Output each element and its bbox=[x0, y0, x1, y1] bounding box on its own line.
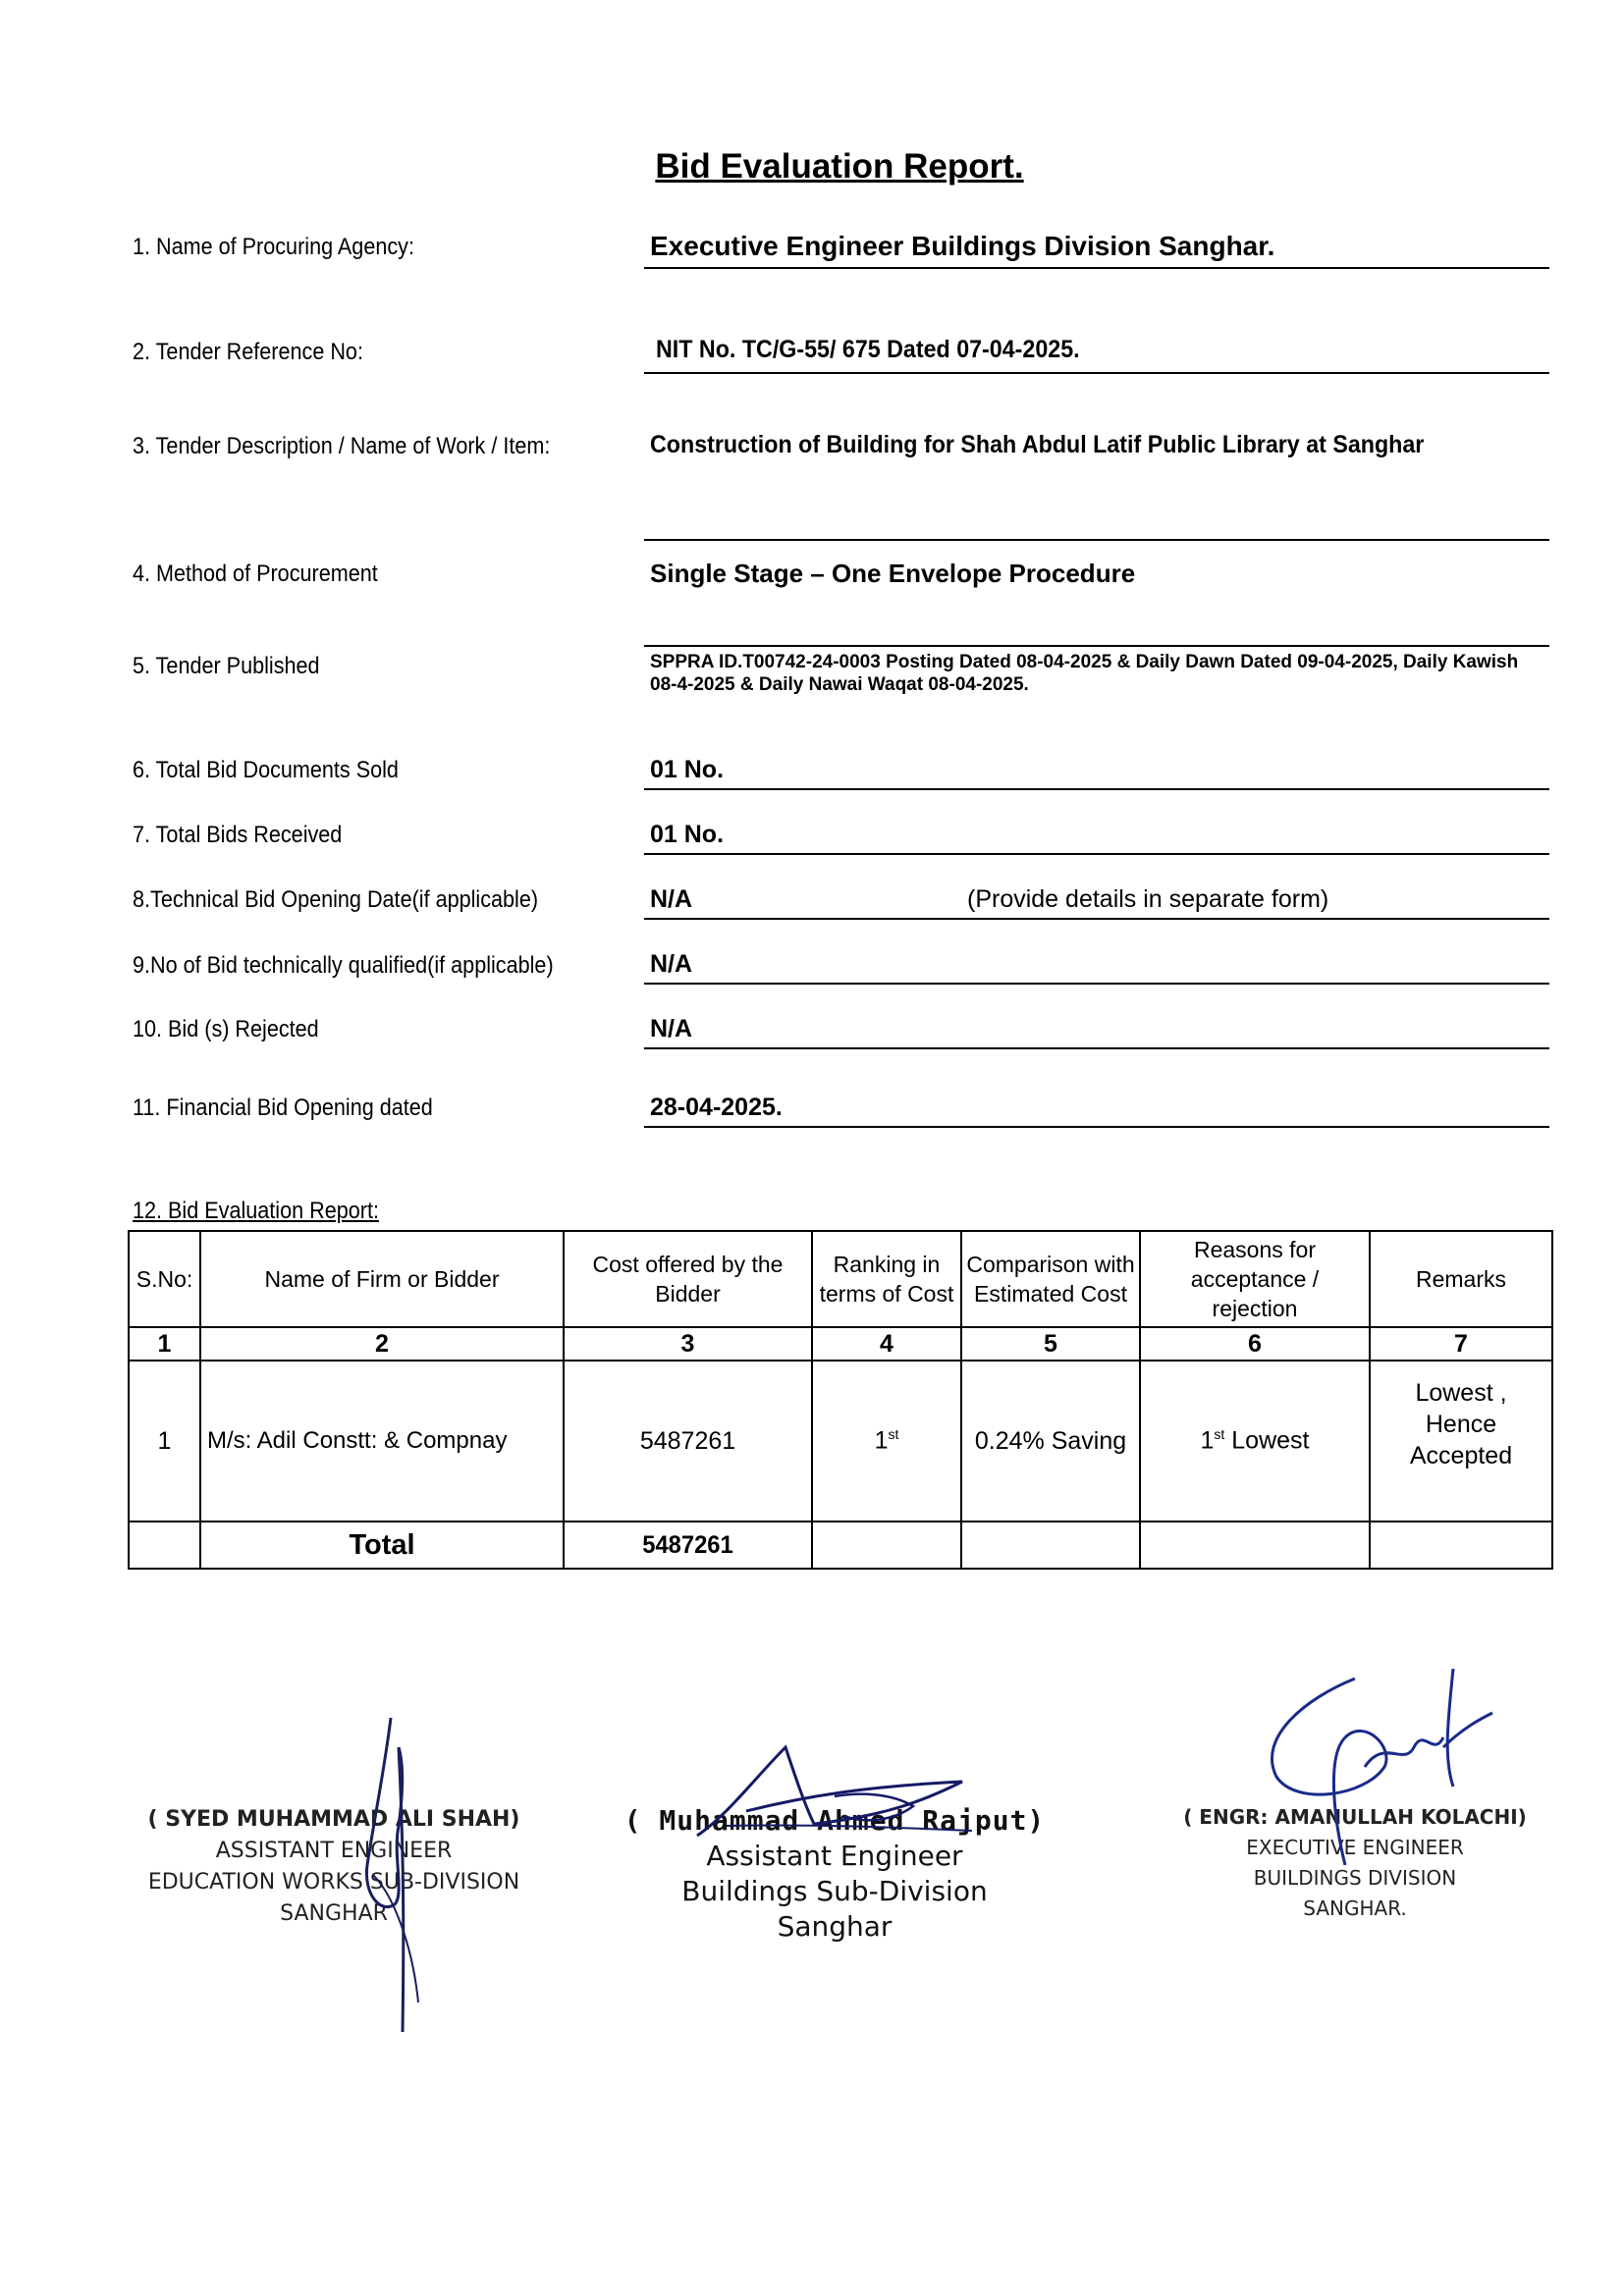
field-value-bids-received: 01 No. bbox=[650, 821, 725, 848]
bid-evaluation-table bbox=[128, 1230, 1553, 1570]
column-header-firm: Name of Firm or Bidder bbox=[200, 1231, 564, 1327]
signatory-title: Assistant Engineer bbox=[706, 1840, 963, 1872]
reason-text: Lowest bbox=[1224, 1426, 1310, 1455]
column-header-sno: S.No: bbox=[129, 1231, 200, 1327]
table-total-row bbox=[129, 1522, 1552, 1569]
column-number: 4 bbox=[812, 1327, 961, 1361]
cell-reason bbox=[1140, 1361, 1370, 1522]
signatory-executive-engineer bbox=[1173, 1802, 1537, 1924]
table-header-row bbox=[129, 1231, 1552, 1327]
table-column-number-row bbox=[129, 1327, 1552, 1361]
field-value-technically-qualified: N/A bbox=[650, 950, 693, 978]
cell-cost: 5487261 bbox=[564, 1361, 812, 1522]
field-value-bids-rejected: N/A bbox=[650, 1015, 693, 1042]
total-empty-cell bbox=[812, 1522, 961, 1569]
field-label-technical-opening-date: 8.Technical Bid Opening Date(if applicable) bbox=[133, 886, 539, 913]
column-header-comparison: Comparison with Estimated Cost bbox=[961, 1231, 1140, 1327]
column-number: 1 bbox=[129, 1327, 200, 1361]
field-label-tender-published: 5. Tender Published bbox=[133, 653, 320, 679]
field-value-procuring-agency: Executive Engineer Buildings Division Sanghar. bbox=[650, 231, 1275, 261]
cell-ranking bbox=[812, 1361, 961, 1522]
cell-comparison: 0.24% Saving bbox=[961, 1361, 1140, 1522]
field-label-bids-received: 7. Total Bids Received bbox=[133, 822, 343, 848]
signatory-location: SANGHAR bbox=[280, 1901, 388, 1926]
column-number: 7 bbox=[1370, 1327, 1552, 1361]
column-number: 2 bbox=[200, 1327, 564, 1361]
signatory-location: SANGHAR. bbox=[1303, 1896, 1407, 1920]
signatory-location: Sanghar bbox=[777, 1910, 893, 1943]
column-number: 3 bbox=[564, 1327, 812, 1361]
field-value-documents-sold: 01 No. bbox=[650, 756, 725, 783]
signatory-name: ( Muhammad Ahmed Rajput) bbox=[623, 1804, 1046, 1837]
underline bbox=[644, 1047, 1549, 1049]
underline bbox=[644, 539, 1549, 541]
total-empty-cell bbox=[129, 1522, 200, 1569]
field-value-financial-opening: 28-04-2025. bbox=[650, 1094, 783, 1121]
column-header-remarks: Remarks bbox=[1370, 1231, 1552, 1327]
total-empty-cell bbox=[1370, 1522, 1552, 1569]
underline bbox=[644, 853, 1549, 855]
signatory-assistant-engineer-buildings bbox=[589, 1803, 1080, 1945]
cell-firm-name: M/s: Adil Constt: & Compnay bbox=[200, 1361, 564, 1522]
underline bbox=[644, 645, 1549, 647]
signatory-office: BUILDINGS DIVISION bbox=[1253, 1866, 1457, 1890]
underline bbox=[644, 983, 1549, 985]
column-header-ranking: Ranking in terms of Cost bbox=[812, 1231, 961, 1327]
signatory-assistant-engineer-education bbox=[128, 1804, 540, 1930]
field-label-technically-qualified: 9.No of Bid technically qualified(if applicable) bbox=[133, 952, 554, 979]
evaluation-section-heading: 12. Bid Evaluation Report: bbox=[133, 1198, 379, 1224]
signatory-name: ( SYED MUHAMMAD ALI SHAH) bbox=[147, 1807, 520, 1832]
column-number: 6 bbox=[1140, 1327, 1370, 1361]
underline bbox=[644, 372, 1549, 374]
field-value-technical-opening-date: N/A bbox=[650, 885, 693, 913]
total-empty-cell bbox=[961, 1522, 1140, 1569]
signatory-title: EXECUTIVE ENGINEER bbox=[1246, 1836, 1464, 1859]
signatory-name: ( ENGR: AMANULLAH KOLACHI) bbox=[1183, 1805, 1527, 1829]
cell-sno: 1 bbox=[129, 1361, 200, 1522]
field-value-procurement-method: Single Stage – One Envelope Procedure bbox=[650, 559, 1136, 588]
report-title: Bid Evaluation Report. bbox=[655, 147, 1024, 186]
signatory-office: Buildings Sub-Division bbox=[681, 1875, 988, 1907]
total-label: Total bbox=[200, 1522, 564, 1569]
field-value-tender-description: Construction of Building for Shah Abdul Latif Public Library at Sanghar bbox=[650, 431, 1425, 458]
underline bbox=[644, 1126, 1549, 1128]
underline bbox=[644, 918, 1549, 920]
table-row bbox=[129, 1361, 1552, 1522]
field-label-procurement-method: 4. Method of Procurement bbox=[133, 561, 378, 587]
signatory-office: EDUCATION WORKS SUB-DIVISION bbox=[147, 1870, 520, 1895]
field-label-tender-description: 3. Tender Description / Name of Work / Item: bbox=[133, 433, 551, 459]
field-value-tender-reference: NIT No. TC/G-55/ 675 Dated 07-04-2025. bbox=[656, 336, 1080, 363]
total-empty-cell bbox=[1140, 1522, 1370, 1569]
reason-suffix: st bbox=[1214, 1426, 1225, 1443]
column-header-reasons: Reasons for acceptance / rejection bbox=[1140, 1231, 1370, 1327]
reason-number: 1 bbox=[1200, 1426, 1215, 1455]
signatory-title: ASSISTANT ENGINEER bbox=[215, 1839, 453, 1863]
field-label-procuring-agency: 1. Name of Procuring Agency: bbox=[133, 234, 414, 260]
field-label-documents-sold: 6. Total Bid Documents Sold bbox=[133, 757, 399, 783]
field-label-bids-rejected: 10. Bid (s) Rejected bbox=[133, 1016, 319, 1042]
underline bbox=[644, 788, 1549, 790]
total-value: 5487261 bbox=[569, 1522, 805, 1569]
column-header-cost: Cost offered by the Bidder bbox=[564, 1231, 812, 1327]
underline bbox=[644, 267, 1549, 269]
field-label-tender-reference: 2. Tender Reference No: bbox=[133, 339, 363, 365]
ranking-number: 1 bbox=[874, 1426, 889, 1455]
field-value-tender-published: SPPRA ID.T00742-24-0003 Posting Dated 08-04-2025 & Daily Dawn Dated 09-04-2025, Daily Kawish 08-4-2025 & Daily Nawai Waqat 08-04-2025. bbox=[650, 652, 1519, 695]
field-note-separate-form: (Provide details in separate form) bbox=[967, 885, 1329, 913]
field-label-financial-opening: 11. Financial Bid Opening dated bbox=[133, 1095, 433, 1121]
column-number: 5 bbox=[961, 1327, 1140, 1361]
ranking-suffix: st bbox=[888, 1426, 899, 1443]
cell-remarks: Lowest , Hence Accepted bbox=[1370, 1361, 1552, 1522]
